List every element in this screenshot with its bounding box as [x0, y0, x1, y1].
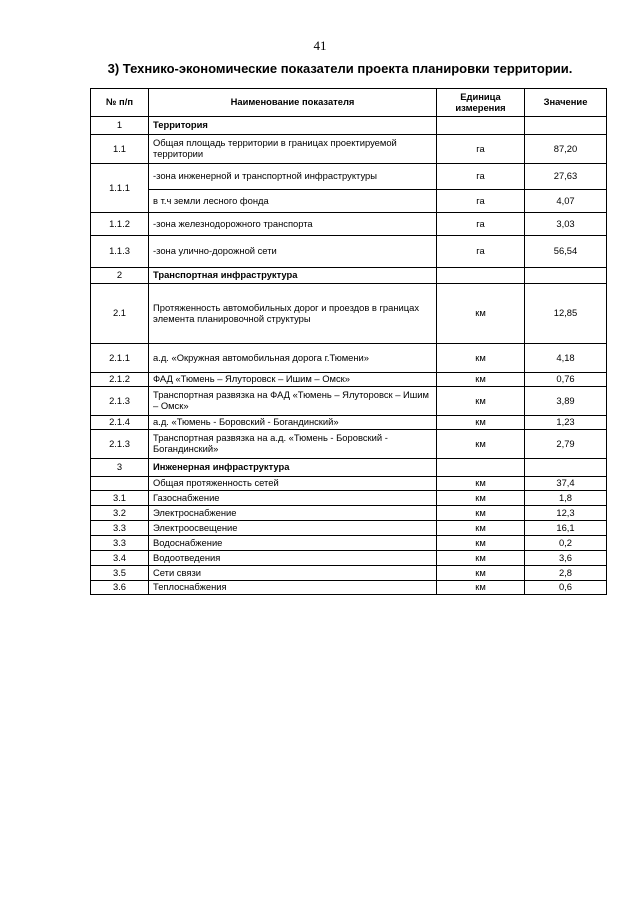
cell-name: Инженерная инфраструктура	[149, 459, 437, 477]
table-row	[91, 135, 607, 164]
cell-name: Водоотведения	[149, 551, 437, 566]
cell-num: 3	[91, 459, 149, 477]
table-row	[91, 477, 607, 491]
cell-name: а.д. «Окружная автомобильная дорога г.Тюмени»	[149, 344, 437, 373]
cell-name: Газоснабжение	[149, 491, 437, 506]
table-row	[91, 236, 607, 268]
cell-name: -зона улично-дорожной сети	[149, 236, 437, 268]
cell-name: Территория	[149, 117, 437, 135]
table-row	[91, 213, 607, 236]
cell-name: Транспортная инфраструктура	[149, 268, 437, 284]
cell-value: 1,23	[525, 416, 607, 430]
table-row	[91, 491, 607, 506]
cell-num: 2.1.1	[91, 344, 149, 373]
cell-value: 4,18	[525, 344, 607, 373]
table-row	[91, 164, 607, 190]
cell-unit: га	[437, 135, 525, 164]
section-row	[91, 268, 607, 284]
cell-value: 3,6	[525, 551, 607, 566]
cell-name: Транспортная развязка на а.д. «Тюмень - Боровский - Богандинский»	[149, 430, 437, 459]
table-row	[91, 344, 607, 373]
cell-value: 3,89	[525, 387, 607, 416]
cell-unit: км	[437, 581, 525, 595]
cell-num: 3.3	[91, 536, 149, 551]
cell-num: 2	[91, 268, 149, 284]
cell-value: 0,6	[525, 581, 607, 595]
cell-value	[525, 459, 607, 477]
cell-num: 2.1.2	[91, 373, 149, 387]
cell-name: а.д. «Тюмень - Боровский - Богандинский»	[149, 416, 437, 430]
cell-num: 2.1	[91, 284, 149, 344]
indicators-table	[90, 88, 607, 595]
header-value: Значение	[525, 89, 607, 117]
cell-name: Протяженность автомобильных дорог и проездов в границах элемента планировочной структуры	[149, 284, 437, 344]
cell-num: 1.1.2	[91, 213, 149, 236]
cell-num: 1.1	[91, 135, 149, 164]
section-row	[91, 117, 607, 135]
cell-unit: га	[437, 190, 525, 213]
cell-num: 2.1.3	[91, 430, 149, 459]
indicators-table-body	[91, 89, 607, 595]
cell-value: 87,20	[525, 135, 607, 164]
cell-name: Общая протяженность сетей	[149, 477, 437, 491]
cell-num: 3.1	[91, 491, 149, 506]
table-row	[91, 416, 607, 430]
cell-name: Сети связи	[149, 566, 437, 581]
cell-name: Общая площадь территории в границах проектируемой территории	[149, 135, 437, 164]
cell-value: 12,85	[525, 284, 607, 344]
cell-name: Водоснабжение	[149, 536, 437, 551]
cell-unit: км	[437, 521, 525, 536]
cell-num: 3.6	[91, 581, 149, 595]
cell-name: Электроосвещение	[149, 521, 437, 536]
cell-unit: км	[437, 491, 525, 506]
cell-value: 2,79	[525, 430, 607, 459]
cell-value: 56,54	[525, 236, 607, 268]
cell-unit: км	[437, 430, 525, 459]
cell-unit: км	[437, 373, 525, 387]
cell-unit: га	[437, 164, 525, 190]
table-row	[91, 566, 607, 581]
cell-value: 1,8	[525, 491, 607, 506]
cell-unit: км	[437, 536, 525, 551]
table-row	[91, 506, 607, 521]
page-title: 3) Технико-экономические показатели проекта планировки территории.	[107, 61, 573, 76]
cell-unit: км	[437, 387, 525, 416]
cell-name: в т.ч земли лесного фонда	[149, 190, 437, 213]
table-row	[91, 387, 607, 416]
cell-unit: км	[437, 344, 525, 373]
cell-num	[91, 477, 149, 491]
cell-unit: км	[437, 284, 525, 344]
cell-value: 2,8	[525, 566, 607, 581]
table-row	[91, 284, 607, 344]
header-unit: Единица измерения	[437, 89, 525, 117]
cell-value	[525, 268, 607, 284]
cell-unit: км	[437, 551, 525, 566]
table-row	[91, 551, 607, 566]
table-row	[91, 581, 607, 595]
header-num: № п/п	[91, 89, 149, 117]
cell-unit: км	[437, 566, 525, 581]
cell-value: 16,1	[525, 521, 607, 536]
cell-value: 12,3	[525, 506, 607, 521]
cell-unit: км	[437, 416, 525, 430]
header-name: Наименование показателя	[149, 89, 437, 117]
cell-name: -зона железнодорожного транспорта	[149, 213, 437, 236]
cell-value: 4,07	[525, 190, 607, 213]
cell-num: 3.2	[91, 506, 149, 521]
cell-value: 27,63	[525, 164, 607, 190]
section-row	[91, 459, 607, 477]
cell-name: -зона инженерной и транспортной инфраструктуры	[149, 164, 437, 190]
cell-name: Транспортная развязка на ФАД «Тюмень – Ялуторовск – Ишим – Омск»	[149, 387, 437, 416]
cell-unit	[437, 117, 525, 135]
table-row	[91, 373, 607, 387]
cell-unit	[437, 459, 525, 477]
cell-num: 1.1.1	[91, 164, 149, 213]
cell-num: 2.1.3	[91, 387, 149, 416]
cell-unit: га	[437, 213, 525, 236]
cell-name: Электроснабжение	[149, 506, 437, 521]
table-row	[91, 521, 607, 536]
cell-value: 0,76	[525, 373, 607, 387]
cell-value	[525, 117, 607, 135]
cell-value: 37,4	[525, 477, 607, 491]
table-row	[91, 536, 607, 551]
table-row	[91, 430, 607, 459]
cell-num: 2.1.4	[91, 416, 149, 430]
cell-num: 1.1.3	[91, 236, 149, 268]
cell-value: 0,2	[525, 536, 607, 551]
table-header-row	[91, 89, 607, 117]
cell-unit: км	[437, 506, 525, 521]
page-number: 41	[313, 38, 327, 53]
cell-unit: га	[437, 236, 525, 268]
table-row	[91, 190, 607, 213]
cell-num: 3.4	[91, 551, 149, 566]
cell-name: Теплоснабжения	[149, 581, 437, 595]
cell-unit	[437, 268, 525, 284]
cell-value: 3,03	[525, 213, 607, 236]
cell-num: 1	[91, 117, 149, 135]
cell-name: ФАД «Тюмень – Ялуторовск – Ишим – Омск»	[149, 373, 437, 387]
cell-num: 3.3	[91, 521, 149, 536]
cell-unit: км	[437, 477, 525, 491]
cell-num: 3.5	[91, 566, 149, 581]
